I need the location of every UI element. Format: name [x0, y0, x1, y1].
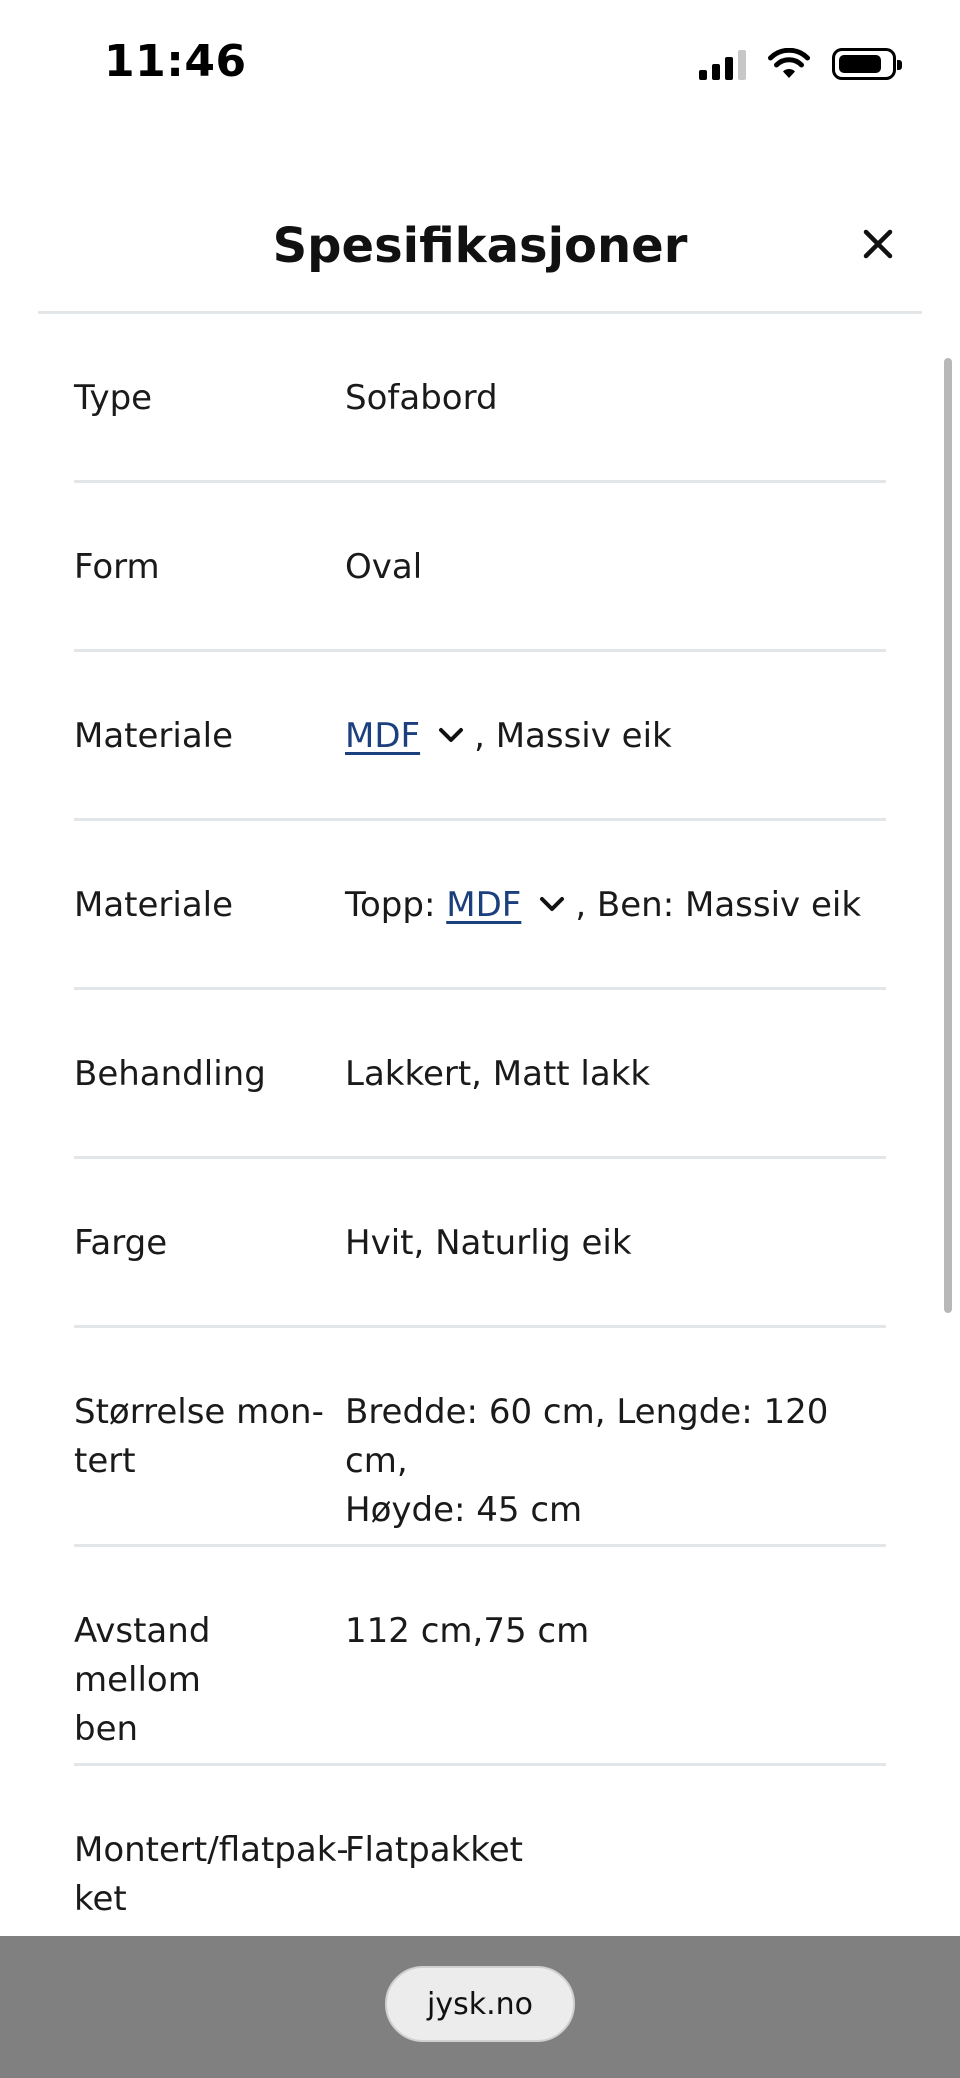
spec-label	[74, 1388, 345, 1486]
spec-label-line: Montert/flatpak-	[74, 1830, 349, 1870]
url-pill[interactable]: jysk.no	[385, 1966, 575, 2042]
scrollbar[interactable]	[944, 358, 952, 1313]
spec-label-line: tert	[74, 1441, 136, 1481]
spec-value: Hvit, Naturlig eik	[345, 1223, 632, 1263]
spec-list	[74, 314, 886, 1966]
spec-value: Flatpakket	[345, 1830, 524, 1870]
spec-value: Oval	[345, 547, 423, 587]
spec-label-line: ket	[74, 1879, 127, 1919]
spec-row-farge	[74, 1159, 886, 1328]
spec-label: Materiale	[74, 716, 234, 756]
spec-row-materiale-parts	[74, 821, 886, 990]
spec-value-suffix: , Massiv eik	[474, 716, 672, 756]
spec-row-storrelse	[74, 1328, 886, 1547]
mdf-link[interactable]: MDF	[446, 885, 522, 925]
status-time: 11:46	[104, 36, 247, 87]
spec-row-type	[74, 314, 886, 483]
chevron-down-icon[interactable]	[438, 727, 464, 743]
spec-value	[345, 1388, 886, 1535]
close-icon[interactable]	[863, 229, 893, 259]
spec-label: Form	[74, 547, 160, 587]
spec-label: Type	[74, 378, 153, 418]
spec-row-avstand	[74, 1547, 886, 1766]
mdf-link[interactable]: MDF	[345, 716, 421, 756]
spec-value-suffix: , Ben: Massiv eik	[575, 885, 862, 925]
spec-value-prefix: Topp:	[345, 885, 447, 925]
spec-value-line: Høyde: 45 cm	[345, 1490, 583, 1530]
page-title: Spesifikasjoner	[272, 218, 688, 274]
status-bar	[0, 0, 960, 130]
sheet-header	[38, 170, 922, 314]
spec-value	[345, 712, 886, 761]
wifi-icon	[768, 48, 810, 80]
spec-label-line: Størrelse mon-	[74, 1392, 324, 1432]
spec-label: Materiale	[74, 885, 234, 925]
browser-bar	[0, 1936, 960, 2078]
spec-value: 112 cm,75 cm	[345, 1611, 590, 1651]
spec-value-line: Bredde: 60 cm, Lengde: 120 cm,	[345, 1392, 829, 1481]
signal-icon	[699, 48, 746, 80]
chevron-down-icon[interactable]	[539, 896, 565, 912]
battery-icon	[832, 48, 896, 80]
close-button[interactable]	[856, 222, 900, 266]
spec-label-line: ben	[74, 1709, 139, 1749]
spec-label: Farge	[74, 1223, 168, 1263]
spec-label-line: Avstand mellom	[74, 1611, 211, 1700]
spec-row-behandling	[74, 990, 886, 1159]
spec-row-materiale	[74, 652, 886, 821]
spec-value: Lakkert, Matt lakk	[345, 1054, 651, 1094]
status-icons	[699, 44, 896, 84]
spec-value: Sofabord	[345, 378, 498, 418]
spec-label	[74, 1607, 345, 1754]
spec-row-form	[74, 483, 886, 652]
spec-label	[74, 1826, 349, 1924]
spec-value	[345, 881, 886, 930]
spec-label: Behandling	[74, 1054, 266, 1094]
